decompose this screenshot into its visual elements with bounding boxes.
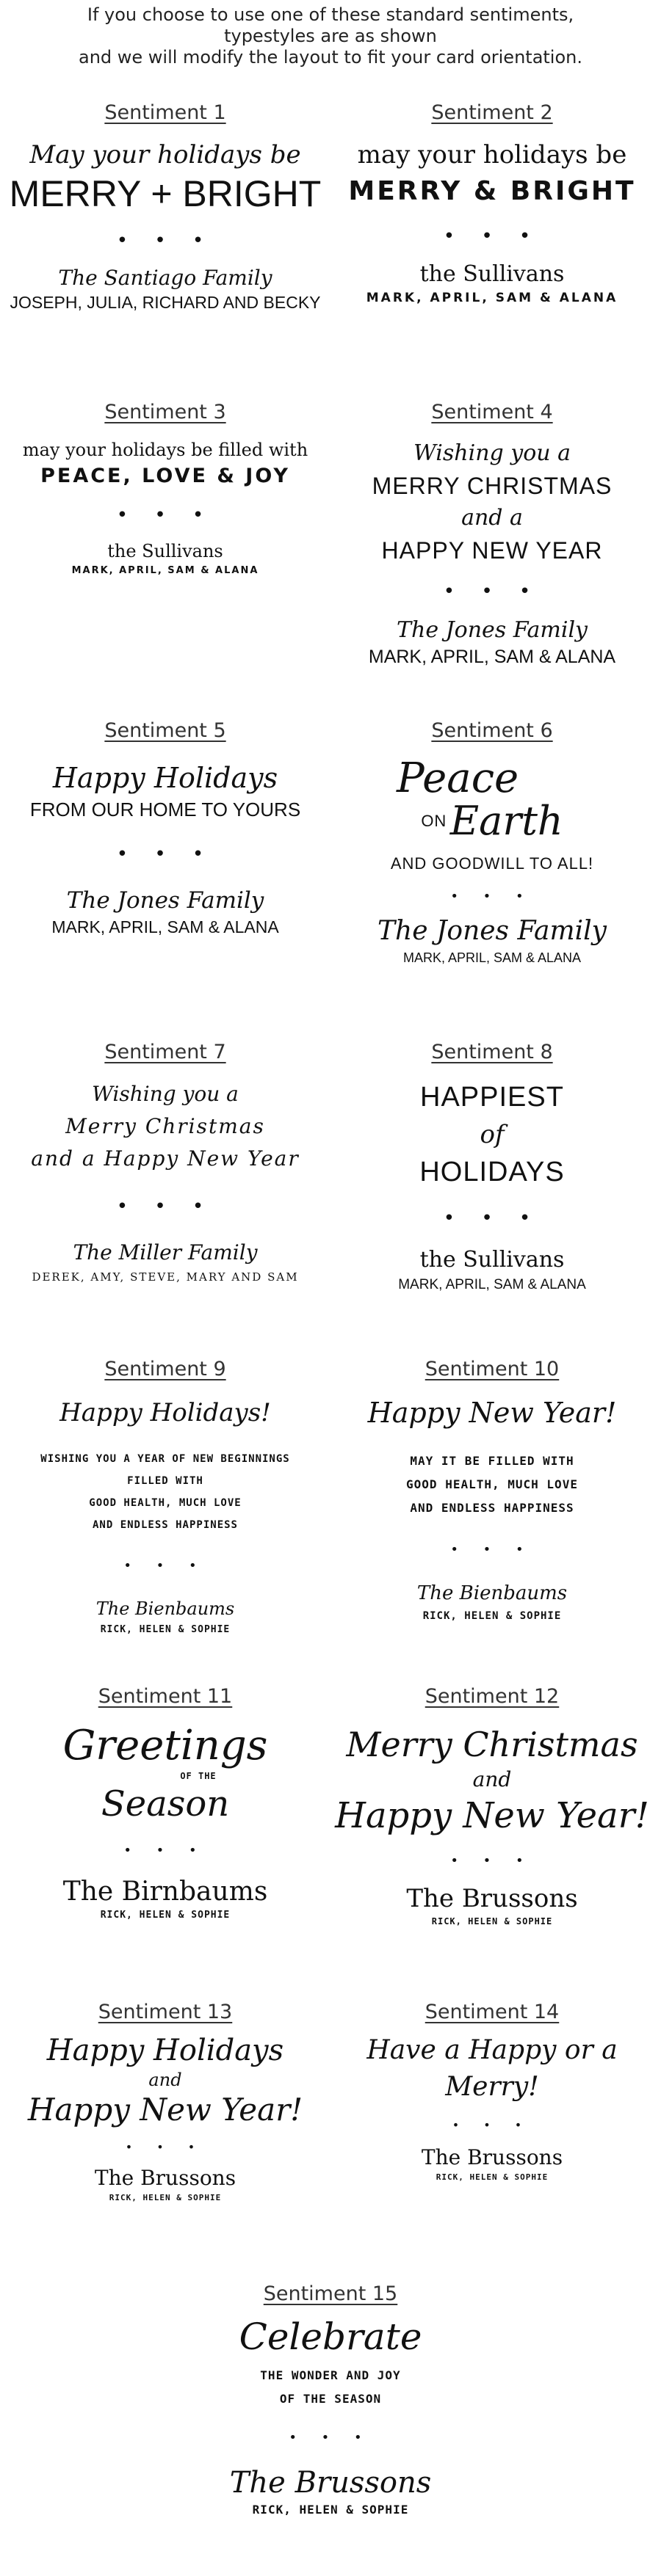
sentiment-title: Sentiment 6 [431, 719, 553, 742]
sentiment-15 [169, 2282, 492, 2519]
greeting-script: Merry Christmas [346, 1725, 638, 1764]
sentiment-13 [4, 2001, 327, 2205]
sentiment-title: Sentiment 1 [104, 101, 226, 124]
greeting-message: GOOD HEALTH, MUCH LOVE [406, 1477, 578, 1491]
family-members: DEREK, AMY, STEVE, MARY AND SAM [32, 1270, 299, 1284]
greeting-headline: AND GOODWILL TO ALL! [390, 854, 594, 873]
family-members: MARK, APRIL, SAM & ALANA [71, 565, 259, 576]
sentiment-9 [4, 1358, 327, 1639]
family-name: the Sullivans [419, 261, 565, 287]
sentiment-title: Sentiment 11 [98, 1685, 233, 1708]
family-name: The Jones Family [397, 617, 588, 643]
divider-dots: • • • [443, 225, 541, 247]
sentiment-title: Sentiment 10 [425, 1358, 560, 1380]
sentiment-title: Sentiment 3 [104, 401, 226, 423]
family-members: RICK, HELEN & SOPHIE [109, 2193, 222, 2202]
greeting-script: Earth [449, 798, 563, 844]
greeting-headline: MERRY & BRIGHT [348, 176, 636, 206]
family-members: MARK, APRIL, SAM & ALANA [398, 1277, 586, 1292]
greeting-script: Season [101, 1783, 230, 1824]
divider-dots: • • • [450, 1542, 534, 1557]
sentiment-title: Sentiment 9 [104, 1358, 226, 1380]
greeting-headline: MERRY + BRIGHT [9, 173, 322, 214]
family-members: RICK, HELEN & SOPHIE [422, 1610, 562, 1622]
family-members: RICK, HELEN & SOPHIE [431, 1916, 553, 1926]
greeting-message: OF THE SEASON [279, 2392, 382, 2406]
greeting-connector: ON [421, 812, 447, 830]
family-members: MARK, APRIL, SAM & ALANA [51, 917, 279, 936]
greeting-script: Happy New Year! [335, 1795, 649, 1836]
divider-dots: • • • [116, 230, 214, 252]
family-name: The Bienbaums [95, 1598, 235, 1619]
greeting-message: THE WONDER AND JOY [260, 2368, 401, 2382]
sentiment-14 [330, 2001, 654, 2185]
greeting-headline: HAPPY NEW YEAR [381, 537, 603, 564]
family-members: RICK, HELEN & SOPHIE [252, 2503, 409, 2517]
sentiment-1 [4, 101, 327, 313]
family-members: JOSEPH, JULIA, RICHARD AND BECKY [10, 293, 321, 312]
intro-line: typestyles are as shown [224, 26, 437, 46]
sentiment-3 [4, 401, 327, 579]
sentiment-6 [330, 719, 654, 968]
divider-dots: • • • [116, 1196, 214, 1218]
intro-line: If you choose to use one of these standard sentiments, [87, 4, 574, 25]
sentiment-title: Sentiment 8 [431, 1041, 553, 1063]
divider-dots: • • • [289, 2430, 372, 2445]
sentiment-12 [330, 1685, 654, 1929]
divider-dots: • • • [116, 504, 214, 526]
greeting-headline: HOLIDAYS [419, 1157, 565, 1187]
sentiment-title: Sentiment 14 [425, 2001, 560, 2023]
family-name: The Brussons [94, 2166, 236, 2190]
divider-dots: • • • [123, 1558, 207, 1573]
divider-dots: • • • [123, 1843, 207, 1858]
greeting-headline: HAPPIEST [420, 1082, 564, 1113]
greeting-script: Wishing you a [413, 440, 571, 466]
family-members: MARK, APRIL, SAM & ALANA [366, 291, 618, 305]
family-name: The Bienbaums [416, 1582, 568, 1604]
family-name: the Sullivans [419, 1247, 565, 1273]
sentiment-title: Sentiment 15 [263, 2282, 398, 2305]
divider-dots: • • • [450, 889, 534, 905]
greeting-script: and a [461, 505, 523, 531]
greeting-message: WISHING YOU A YEAR OF NEW BEGINNINGS [40, 1453, 290, 1465]
greeting-script: Have a Happy or a Merry! [366, 2035, 618, 2102]
greeting-headline: PEACE, LOVE & JOY [40, 465, 290, 487]
greeting-connector: and [472, 1767, 512, 1791]
sentiment-11 [4, 1685, 327, 1924]
greeting-script: Happy New Year! [27, 2092, 303, 2128]
greeting-script: Peace [397, 754, 519, 802]
family-name: the Sullivans [107, 541, 223, 561]
sentiment-title: Sentiment 2 [431, 101, 553, 124]
greeting-headline: MERRY CHRISTMAS [372, 473, 613, 499]
sentiment-5 [4, 719, 327, 939]
sentiment-title: Sentiment 5 [104, 719, 226, 742]
intro-line: and we will modify the layout to fit your card orientation. [78, 47, 582, 68]
greeting-connector: and [148, 2070, 182, 2090]
greeting-message: GOOD HEALTH, MUCH LOVE [89, 1497, 242, 1509]
family-name: The Santiago Family [58, 266, 272, 290]
greeting-message: MAY IT BE FILLED WITH [410, 1454, 574, 1468]
family-name: The Brussons [421, 2145, 563, 2169]
greeting-script: may your holidays be filled with [22, 440, 308, 460]
sentiment-8 [330, 1041, 654, 1295]
greeting-script: Merry Christmas [65, 1114, 265, 1138]
greeting-script: Greetings [62, 1722, 268, 1769]
greeting-script: may your holidays be [357, 140, 627, 170]
family-members: RICK, HELEN & SOPHIE [436, 2172, 549, 2182]
greeting-script: Happy Holidays [46, 2034, 284, 2067]
sentiment-2 [330, 101, 654, 308]
greeting-headline: FROM OUR HOME TO YOURS [29, 798, 301, 821]
greeting-script: Wishing you a [92, 1082, 239, 1106]
greeting-script: Happy New Year! [367, 1397, 617, 1429]
family-members: RICK, HELEN & SOPHIE [100, 1910, 231, 1921]
greeting-message: AND ENDLESS HAPPINESS [410, 1501, 574, 1515]
greeting-message: AND ENDLESS HAPPINESS [92, 1519, 238, 1531]
greeting-script: and a Happy New Year [31, 1146, 300, 1171]
sentiment-7 [4, 1041, 327, 1287]
divider-dots: • • • [125, 2140, 206, 2154]
sentiment-title: Sentiment 4 [431, 401, 553, 423]
sentiment-10 [330, 1358, 654, 1626]
divider-dots: • • • [450, 1853, 534, 1869]
divider-dots: • • • [116, 843, 214, 865]
greeting-script: Happy Holidays [52, 762, 278, 794]
sentiment-title: Sentiment 13 [98, 2001, 233, 2023]
divider-dots: • • • [452, 2118, 532, 2132]
greeting-message: FILLED WITH [127, 1475, 203, 1487]
sentiment-title: Sentiment 12 [425, 1685, 560, 1708]
family-members: MARK, APRIL, SAM & ALANA [402, 950, 582, 966]
greeting-script: Celebrate [239, 2315, 422, 2358]
family-name: The Brussons [406, 1884, 578, 1913]
family-name: The Jones Family [378, 916, 607, 947]
greeting-connector: OF THE [180, 1771, 217, 1781]
intro-text [0, 4, 661, 68]
family-name: The Miller Family [73, 1240, 258, 1265]
greeting-script: Happy Holidays! [59, 1398, 271, 1427]
family-members: RICK, HELEN & SOPHIE [100, 1624, 231, 1635]
greeting-script: May your holidays be [29, 140, 301, 170]
divider-dots: • • • [443, 581, 541, 603]
family-members: MARK, APRIL, SAM & ALANA [368, 647, 616, 667]
family-name: The Jones Family [66, 887, 264, 914]
family-name: The Birnbaums [62, 1877, 268, 1907]
family-name: The Brussons [229, 2466, 432, 2500]
greeting-script: of [480, 1120, 505, 1149]
divider-dots: • • • [443, 1207, 541, 1229]
sentiment-4 [330, 401, 654, 669]
sentiment-title: Sentiment 7 [104, 1041, 226, 1063]
